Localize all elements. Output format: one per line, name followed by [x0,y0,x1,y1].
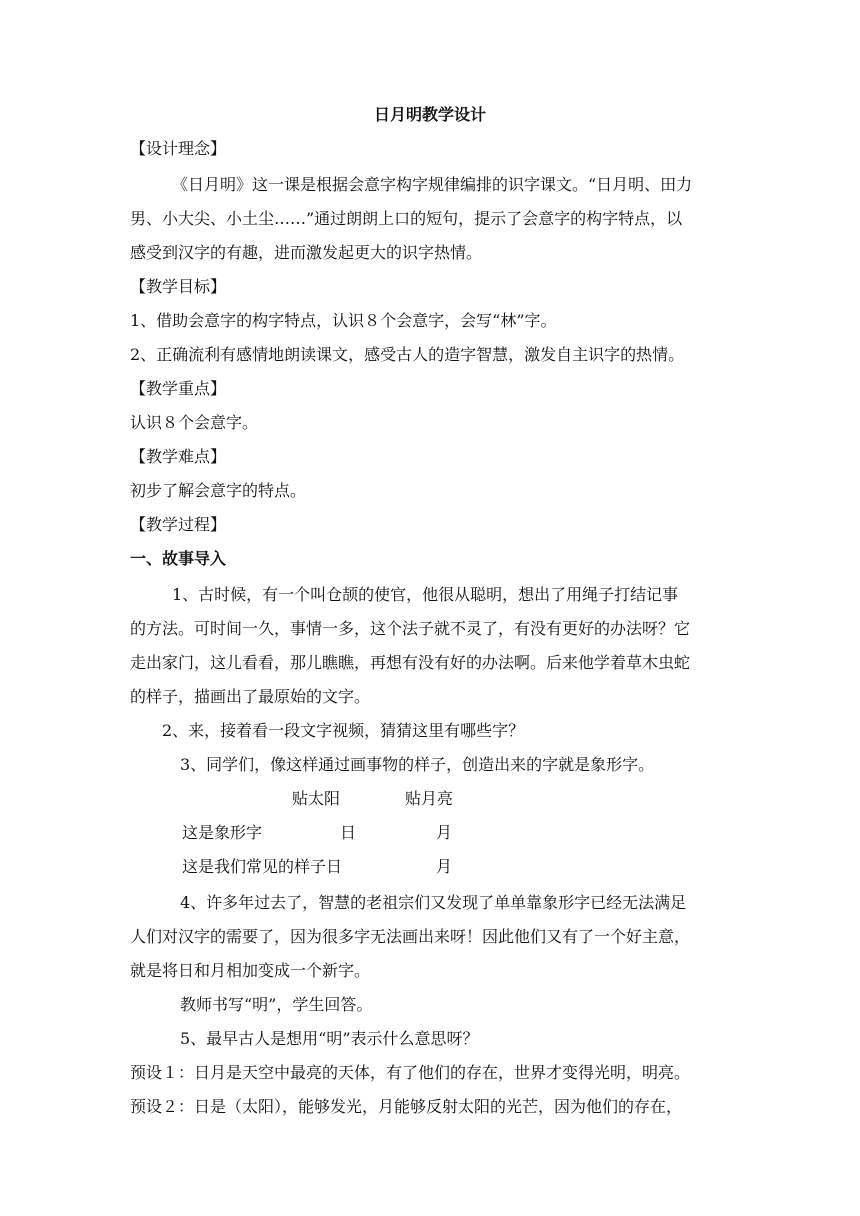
design-idea-line-2: 男、小大尖、小土尘……”通过朗朗上口的短句，提示了会意字的构字特点，以 [130,209,683,228]
row-common-moon: 月 [436,857,453,876]
label-paste-moon: 贴月亮 [405,789,454,808]
process-p1-line-2: 的方法。可时间一久，事情一多，这个法子就不灵了，有没有更好的办法呀？它 [130,619,691,638]
goal-item-1: 1、借助会意字的构字特点，认识８个会意字，会写“林”字。 [130,311,557,330]
process-p4-line-1: 4、许多年过去了，智慧的老祖宗们又发现了单单靠象形字已经无法满足 [180,893,687,912]
process-p5: 5、最早古人是想用“明”表示什么意思呀？ [180,1029,479,1048]
key-point-heading: 【教学重点】 [130,379,227,398]
process-p4-line-3: 就是将日和月相加变成一个新字。 [130,961,371,980]
row-pictograph-label: 这是象形字 [182,823,263,842]
label-paste-sun: 贴太阳 [292,789,341,808]
design-idea-line-3: 感受到汉字的有趣，进而激发起更大的识字热情。 [130,243,483,262]
row-pictograph-sun: 日 [340,823,357,842]
design-idea-heading: 【设计理念】 [130,139,227,158]
process-p3: 3、同学们，像这样通过画事物的样子，创造出来的字就是象形字。 [180,755,655,774]
preset-1: 预设１：日月是天空中最亮的天体，有了他们的存在，世界才变得光明，明亮。 [130,1063,691,1082]
row-common-label: 这是我们常见的样子日 [182,857,343,876]
process-p1-line-1: 1、古时候，有一个叫仓颉的使官，他很从聪明，想出了用绳子打结记事 [172,585,679,604]
section-story-intro: 一、故事导入 [130,549,227,568]
process-p4-line-2: 人们对汉字的需要了，因为很多字无法画出来呀！因此他们又有了一个好主意， [130,927,691,946]
key-point-text: 认识８个会意字。 [130,413,259,432]
process-p1-line-4: 的样子，描画出了最原始的文字。 [130,687,371,706]
process-heading: 【教学过程】 [130,515,227,534]
process-p4-teacher-writes: 教师书写“明”，学生回答。 [180,995,373,1014]
process-p1-line-3: 走出家门，这儿看看，那儿瞧瞧，再想有没有好的办法啊。后来他学着草木虫蛇 [130,653,691,672]
goals-heading: 【教学目标】 [130,277,227,296]
goal-item-2: 2、正确流利有感情地朗读课文，感受古人的造字智慧，激发自主识字的热情。 [130,345,685,364]
row-pictograph-moon: 月 [436,823,453,842]
process-p2: 2、来，接着看一段文字视频，猜猜这里有哪些字？ [162,721,525,740]
page-title: 日月明教学设计 [373,105,486,124]
difficulty-text: 初步了解会意字的特点。 [130,481,307,500]
design-idea-line-1: 《日月明》这一课是根据会意字构字规律编排的识字课文。“日月明、田力 [172,175,693,194]
difficulty-heading: 【教学难点】 [130,447,227,466]
preset-2: 预设２：日是（太阳），能够发光，月能够反射太阳的光芒，因为他们的存在， [130,1097,683,1116]
